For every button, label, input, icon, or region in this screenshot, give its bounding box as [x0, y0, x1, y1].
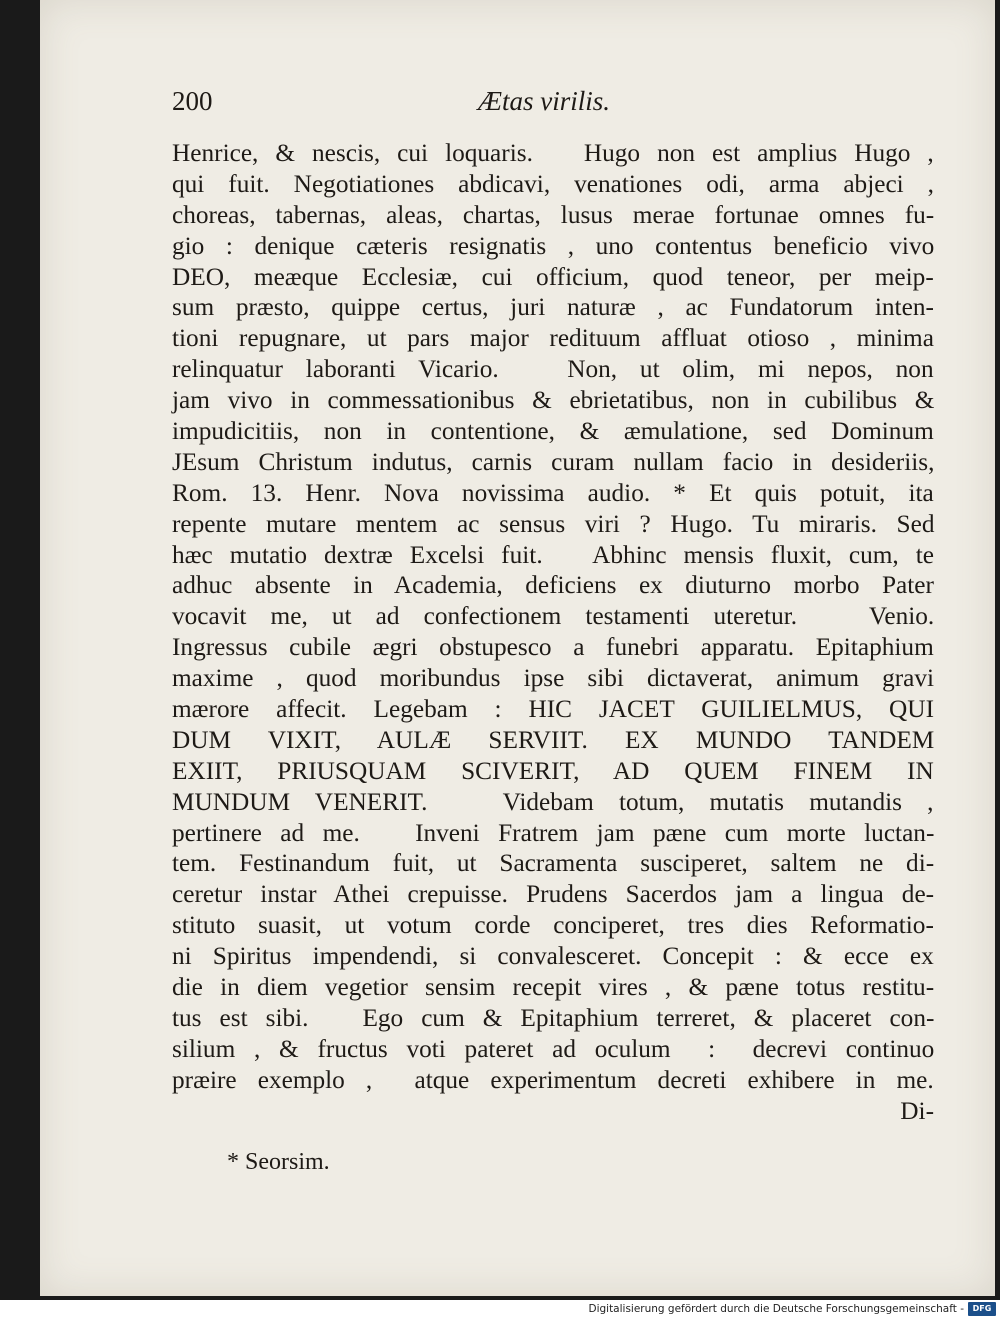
text-line — [172, 447, 934, 478]
text-line-content: relinquatur laboranti Vicario. Non, ut olim, mi nepos, non — [172, 355, 934, 384]
text-line — [172, 694, 934, 725]
text-line — [172, 231, 934, 262]
text-line — [172, 941, 934, 972]
text-line — [172, 540, 934, 571]
text-line-content: JEsum Christum indutus, carnis curam nullam facio in desideriis, — [172, 447, 935, 476]
dfg-logo: DFG — [968, 1302, 996, 1316]
text-line-content: qui fuit. Negotiationes abdicavi, venationes odi, arma abjeci , — [172, 169, 934, 198]
text-line-content: mærore affecit. Legebam : HIC JACET GUILIELMUS, QUI — [172, 695, 934, 724]
text-line — [172, 354, 934, 385]
text-line — [172, 756, 934, 787]
funding-credit: Digitalisierung gefördert durch die Deutsche Forschungsgemeinschaft - — [588, 1303, 964, 1315]
text-line-content: gio : denique cæteris resignatis , uno contentus beneficio vivo — [172, 231, 935, 260]
text-line — [172, 879, 934, 910]
text-line — [172, 818, 934, 849]
footnote: * Seorsim. — [227, 1148, 330, 1175]
text-line — [172, 1034, 934, 1065]
text-line — [172, 478, 934, 509]
book-page — [40, 0, 995, 1296]
text-line-content: DEO, meæque Ecclesiæ, cui officium, quod teneor, per meip- — [172, 262, 934, 291]
page-content — [172, 86, 934, 1176]
text-line-content: ni Spiritus impendendi, si convalesceret. Concepit : & ecce ex — [172, 942, 934, 971]
header-title: Ætas virilis. — [478, 86, 611, 116]
text-line-content: maxime , quod moribundus ipse sibi dictaverat, animum gravi — [172, 664, 935, 693]
text-line — [172, 262, 934, 293]
text-line-content: repente mutare mentem ac sensus viri ? Hugo. Tu miraris. Sed — [172, 509, 935, 538]
text-line — [172, 601, 934, 632]
text-line-content: tus est sibi. Ego cum & Epitaphium terreret, & placeret con- — [172, 1003, 935, 1032]
text-line — [172, 200, 934, 231]
text-line-content: vocavit me, ut ad confectionem testamenti uteretur. Venio. — [172, 602, 935, 631]
text-line — [172, 787, 934, 818]
text-line-content: Rom. 13. Henr. Nova novissima audio. * Et quis potuit, ita — [172, 478, 934, 507]
text-line-content: Henrice, & nescis, cui loquaris. Hugo non est amplius Hugo , — [172, 139, 934, 167]
text-line-content: choreas, tabernas, aleas, chartas, lusus merae fortunae omnes fu- — [172, 200, 935, 229]
text-line-content: die in diem vegetior sensim recepit vires , & pæne totus restitu- — [172, 973, 935, 1002]
text-line-content: præire exemplo , atque experimentum decreti exhibere in me. — [172, 1065, 934, 1094]
text-line-content: DUM VIXIT, AULÆ SERVIIT. EX MUNDO TANDEM — [172, 725, 935, 754]
text-line-content: sum præsto, quippe certus, juri naturæ , ac Fundatorum inten- — [172, 293, 934, 322]
text-line — [172, 169, 934, 200]
text-line-content: Ingressus cubile ægri obstupesco a funebri apparatu. Epitaphium — [172, 633, 934, 662]
text-line-content: adhuc absente in Academia, deficiens ex diuturno morbo Pater — [172, 571, 934, 600]
text-line — [172, 416, 934, 447]
text-line-content: tem. Festinandum fuit, ut Sacramenta susciperet, saltem ne di- — [172, 849, 935, 878]
body-text — [172, 138, 934, 1096]
running-head — [172, 86, 934, 126]
text-line — [172, 632, 934, 663]
text-line-content: tioni repugnare, ut pars major redituum affluat otioso , minima — [172, 324, 934, 353]
text-line — [172, 385, 934, 416]
text-line — [172, 910, 934, 941]
text-line-content: silium , & fructus voti pateret ad oculum : decrevi continuo — [172, 1034, 935, 1063]
text-line — [172, 570, 934, 601]
text-line — [172, 725, 934, 756]
text-line — [172, 663, 934, 694]
text-line-content: pertinere ad me. Inveni Fratrem jam pæne cum morte luctan- — [172, 818, 935, 847]
text-line-content: jam vivo in commessationibus & ebrietatibus, non in cubilibus & — [172, 386, 935, 415]
footer-bar — [0, 1300, 1000, 1319]
text-line — [172, 292, 934, 323]
text-line — [172, 848, 934, 879]
text-line-content: MUNDUM VENERIT. Videbam totum, mutatis mutandis , — [172, 787, 934, 816]
text-line-content: EXIIT, PRIUSQUAM SCIVERIT, AD QUEM FINEM IN — [172, 756, 934, 785]
text-line-content: ceretur instar Athei crepuisse. Prudens Sacerdos jam a lingua de- — [172, 880, 935, 909]
text-line — [172, 138, 934, 169]
page-number: 200 — [172, 86, 213, 116]
catchword: Di- — [900, 1096, 934, 1125]
text-line — [172, 1003, 934, 1034]
text-line — [172, 323, 934, 354]
text-line-content: hæc mutatio dextræ Excelsi fuit. Abhinc mensis fluxit, cum, te — [172, 540, 934, 569]
text-line — [172, 1065, 934, 1096]
text-line — [172, 972, 934, 1003]
text-line — [172, 509, 934, 540]
text-line-content: impudicitiis, non in contentione, & æmulatione, sed Dominum — [172, 417, 934, 446]
text-line-content: stituto suasit, ut votum corde conciperet, tres dies Reformatio- — [172, 911, 934, 940]
